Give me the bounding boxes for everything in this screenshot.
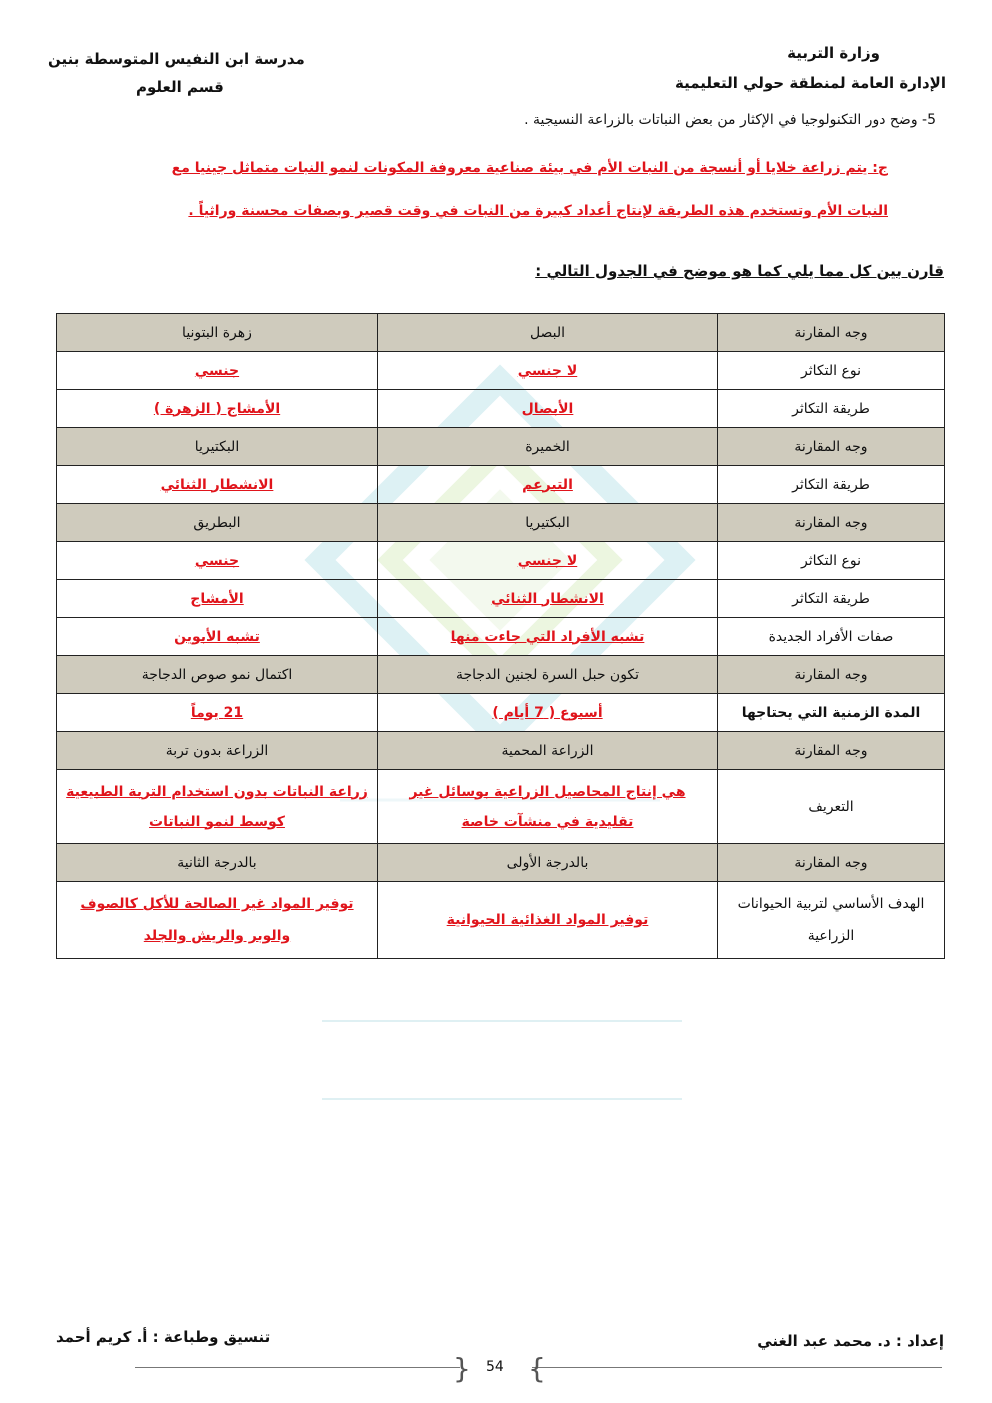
table-cell: 21 يوماً — [57, 694, 378, 732]
table-cell: تشبه الأبوين — [57, 618, 378, 656]
table-cell: البكتيريا — [57, 428, 378, 466]
table-cell: تشبه الأفراد التي جاءت منها — [378, 618, 718, 656]
table-cell: التبرعم — [378, 466, 718, 504]
answer-line-2: النبات الأم وتستخدم هذه الطريقة لإنتاج أعداد كبيرة من النبات في وقت قصير وبصفات محسنة وراثياً . — [188, 203, 888, 219]
table-row — [57, 352, 945, 390]
watermark-line — [322, 1020, 682, 1022]
table-row-label: وجه المقارنة — [718, 656, 945, 694]
table-row — [57, 542, 945, 580]
coordination-credit: تنسيق وطباعة : أ. كريم أحمد — [56, 1328, 271, 1346]
table-header-row — [57, 504, 945, 542]
table-row — [57, 694, 945, 732]
table-cell: الأمشاج — [57, 580, 378, 618]
table-row-label: التعريف — [718, 770, 945, 844]
table-row-label: طريقة التكاثر — [718, 466, 945, 504]
table-cell: الأبصال — [378, 390, 718, 428]
table-row-label: وجه المقارنة — [718, 504, 945, 542]
table-cell: اكتمال نمو صوص الدجاجة — [57, 656, 378, 694]
table-cell: الانشطار الثنائي — [378, 580, 718, 618]
table-row — [57, 390, 945, 428]
table-cell: لا جنسي — [378, 352, 718, 390]
table-cell: الأمشاج ( الزهرة ) — [57, 390, 378, 428]
table-cell: جنسي — [57, 352, 378, 390]
table-row — [57, 580, 945, 618]
table-row-label: وجه المقارنة — [718, 314, 945, 352]
table-row-label: طريقة التكاثر — [718, 580, 945, 618]
table-row-label: وجه المقارنة — [718, 844, 945, 882]
answer-line-1: ج: يتم زراعة خلايا أو أنسجة من النبات الأم في بيئة صناعية معروفة المكونات لنمو النبات متماثل جينيا مع — [171, 160, 888, 176]
table-row — [57, 770, 945, 844]
table-row-label: صفات الأفراد الجديدة — [718, 618, 945, 656]
table-cell: جنسي — [57, 542, 378, 580]
table-row — [57, 618, 945, 656]
directorate-title: الإدارة العامة لمنطقة حولي التعليمية — [674, 74, 946, 92]
table-header-row — [57, 732, 945, 770]
table-row-label: وجه المقارنة — [718, 428, 945, 466]
page-bracket-right: } — [528, 1352, 546, 1385]
table-cell: البطريق — [57, 504, 378, 542]
ministry-title: وزارة التربية — [787, 44, 880, 62]
table-cell: زهرة البتونيا — [57, 314, 378, 352]
table-row-label: المدة الزمنية التي يحتاجها — [718, 694, 945, 732]
table-cell: بالدرجة الثانية — [57, 844, 378, 882]
table-header-row — [57, 428, 945, 466]
table-cell: هي إنتاج المحاصيل الزراعية بوسائل غير تقليدية في منشآت خاصة — [378, 770, 718, 844]
table-cell: الانشطار الثنائي — [57, 466, 378, 504]
table-header-row — [57, 844, 945, 882]
table-cell: الخميرة — [378, 428, 718, 466]
question-text: 5- وضح دور التكنولوجيا في الإكثار من بعض النباتات بالزراعة النسيجية . — [524, 112, 936, 128]
comparison-table — [56, 313, 945, 959]
table-header-row — [57, 656, 945, 694]
table-cell: تكون حبل السرة لجنين الدجاجة — [378, 656, 718, 694]
table-row-label: نوع التكاثر — [718, 542, 945, 580]
department-name: قسم العلوم — [136, 78, 224, 96]
table-cell: أسبوع ( 7 أيام ) — [378, 694, 718, 732]
table-cell: توفير المواد غير الصالحة للأكل كالصوف والوبر والريش والجلد — [57, 882, 378, 959]
table-cell: زراعة النباتات بدون استخدام التربة الطبيعية كوسط لنمو النباتات — [57, 770, 378, 844]
table-row — [57, 882, 945, 959]
table-cell: الزراعة المحمية — [378, 732, 718, 770]
table-cell: توفير المواد الغذائية الحيوانية — [378, 882, 718, 959]
table-cell: بالدرجة الأولى — [378, 844, 718, 882]
table-cell: الزراعة بدون تربة — [57, 732, 378, 770]
page-number: 54 — [486, 1359, 504, 1375]
table-cell: البكتيريا — [378, 504, 718, 542]
table-cell: البصل — [378, 314, 718, 352]
watermark-line — [322, 1098, 682, 1100]
table-row-label: الهدف الأساسي لتربية الحيوانات الزراعية — [718, 882, 945, 959]
comparison-instruction: قارن بين كل مما يلي كما هو موضح في الجدول التالي : — [535, 262, 944, 280]
footer-rule-left — [135, 1367, 460, 1368]
table-row-label: طريقة التكاثر — [718, 390, 945, 428]
prepared-by: إعداد : د. محمد عبد الغني — [757, 1332, 944, 1350]
table-cell: لا جنسي — [378, 542, 718, 580]
table-header-row — [57, 314, 945, 352]
page-bracket-left: { — [453, 1352, 471, 1385]
table-row — [57, 466, 945, 504]
footer-rule-right — [532, 1367, 942, 1368]
table-row-label: نوع التكاثر — [718, 352, 945, 390]
table-row-label: وجه المقارنة — [718, 732, 945, 770]
school-name: مدرسة ابن النفيس المتوسطة بنين — [48, 50, 305, 68]
